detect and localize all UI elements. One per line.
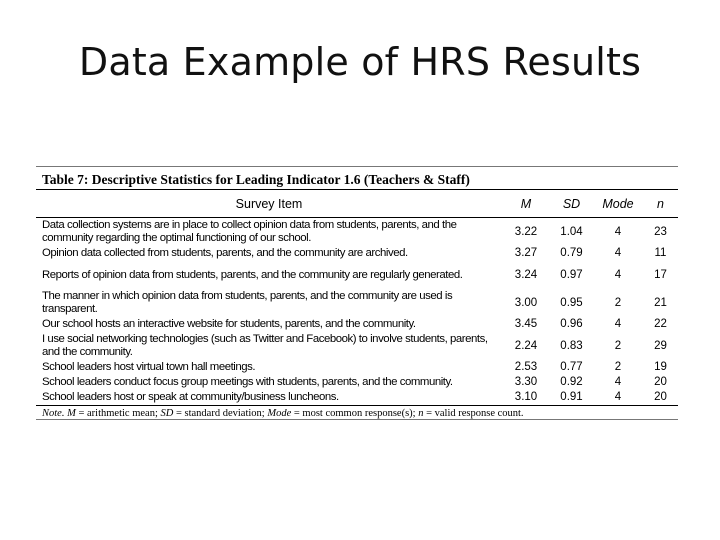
row-mean: 3.45 xyxy=(514,318,538,330)
row-survey-item: Data collection systems are in place to collect opinion data from students, parents, and the community regarding the optimal functioning of our school. xyxy=(42,219,457,244)
row-sd: 0.77 xyxy=(560,361,583,373)
row-mean: 3.10 xyxy=(502,390,550,406)
table-row xyxy=(36,360,678,375)
row-n: 29 xyxy=(654,339,667,352)
row-mean: 2.24 xyxy=(514,339,538,352)
table-row xyxy=(36,375,678,390)
row-mode: 4 xyxy=(593,390,643,406)
descriptive-statistics-table xyxy=(36,189,678,406)
row-sd: 0.79 xyxy=(560,247,583,259)
row-n: 19 xyxy=(654,361,667,373)
header-sd: SD xyxy=(550,190,593,218)
table-caption: Table 7: Descriptive Statistics for Leading Indicator 1.6 (Teachers & Staff) xyxy=(42,172,470,187)
row-mode: 4 xyxy=(614,268,622,281)
row-sd: 0.92 xyxy=(560,376,583,388)
header-mean: M xyxy=(502,190,550,218)
table-row xyxy=(36,261,678,289)
row-mean: 2.53 xyxy=(514,361,538,373)
row-mean: 3.24 xyxy=(514,268,538,281)
row-mean: 3.30 xyxy=(514,376,538,388)
row-survey-item: Reports of opinion data from students, parents, and the community are regularly generated. xyxy=(42,268,463,281)
table-row xyxy=(36,390,678,406)
row-survey-item: Our school hosts an interactive website for students, parents, and the community. xyxy=(42,318,416,330)
table-row xyxy=(36,218,678,247)
header-mode: Mode xyxy=(593,190,643,218)
row-n: 23 xyxy=(654,225,667,238)
row-survey-item: School leaders conduct focus group meetings with students, parents, and the community. xyxy=(42,376,453,388)
row-survey-item: School leaders host or speak at community/business luncheons. xyxy=(36,390,502,406)
note-n-definition: = valid response count. xyxy=(423,408,524,419)
row-sd: 0.91 xyxy=(550,390,593,406)
row-survey-item: The manner in which opinion data from students, parents, and the community are used is transparent. xyxy=(42,290,453,315)
row-survey-item: Opinion data collected from students, parents, and the community are archived. xyxy=(42,247,408,259)
table-row xyxy=(36,332,678,360)
table-header-row xyxy=(36,190,678,218)
row-sd: 0.95 xyxy=(560,296,583,309)
row-survey-item: School leaders host virtual town hall meetings. xyxy=(42,361,256,373)
statistics-table-container xyxy=(36,166,678,420)
table-row xyxy=(36,317,678,332)
note-sd-definition: = standard deviation; xyxy=(173,408,268,419)
note-mode-symbol: Mode xyxy=(267,408,292,419)
row-sd: 0.96 xyxy=(560,318,583,330)
row-n: 20 xyxy=(643,390,678,406)
slide-title: Data Example of HRS Results xyxy=(78,40,642,84)
row-mode: 2 xyxy=(614,339,622,352)
row-mode: 4 xyxy=(614,376,622,388)
row-n: 22 xyxy=(654,318,667,330)
header-survey-item: Survey Item xyxy=(36,190,502,218)
row-mode: 2 xyxy=(614,361,622,373)
row-n: 20 xyxy=(654,376,667,388)
row-mean: 3.00 xyxy=(514,296,538,309)
table-row xyxy=(36,246,678,261)
row-n: 17 xyxy=(654,268,667,281)
row-mode: 2 xyxy=(614,296,622,309)
row-n: 11 xyxy=(654,247,667,259)
note-n-symbol: n xyxy=(418,408,424,419)
row-survey-item: I use social networking technologies (such as Twitter and Facebook) to involve students, parents, and the community. xyxy=(42,333,488,358)
table-row xyxy=(36,289,678,317)
row-mode: 4 xyxy=(614,318,622,330)
note-mode-definition: = most common response(s); xyxy=(291,408,419,419)
row-mean: 3.22 xyxy=(514,225,538,238)
note-label: Note. xyxy=(42,408,65,419)
row-n: 21 xyxy=(654,296,667,309)
row-mode: 4 xyxy=(614,225,622,238)
note-m-definition: = arithmetic mean; xyxy=(75,408,161,419)
table-note xyxy=(36,406,678,420)
row-sd: 1.04 xyxy=(560,225,583,238)
row-sd: 0.97 xyxy=(560,268,583,281)
row-sd: 0.83 xyxy=(560,339,583,352)
row-mode: 4 xyxy=(614,247,622,259)
note-m-symbol: M xyxy=(67,408,76,419)
header-n: n xyxy=(643,190,678,218)
note-sd-symbol: SD xyxy=(160,408,174,419)
row-mean: 3.27 xyxy=(514,247,538,259)
